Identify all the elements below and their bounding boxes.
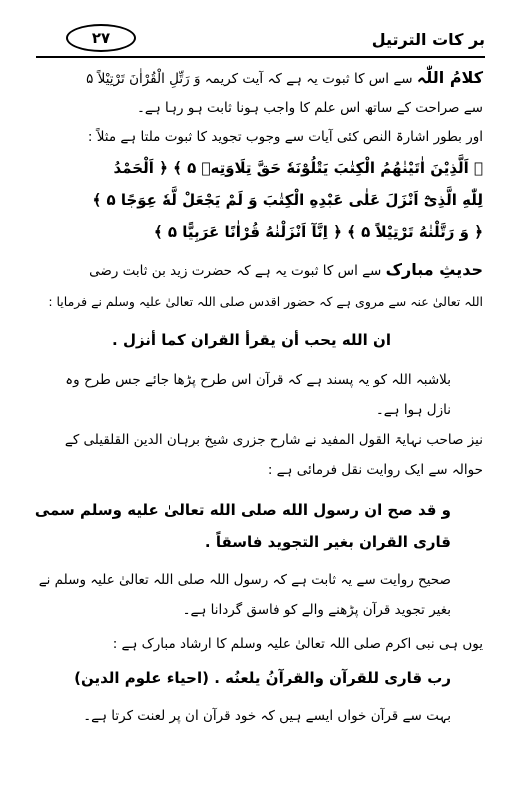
body-line-13: حوالہ سے ایک روایت نقل فرمائی ہے : [267,462,483,478]
body-line-8: اللہ تعالیٰ عنہ سے مروی ہے کہ حضور اقدس صلی اللہ تعالیٰ علیہ وسلم نے فرمایا : [48,294,483,309]
quran-verse-line-2: لِلّٰهِ الَّذِیْٓ اَنْزَلَ عَلٰى عَبْدِهِ الْكِتٰبَ وَ لَمْ یَجْعَلْ لَّهٗ عِوَجًا ۵ ﴾ [92,191,483,209]
hadith-arabic-3: قاری القران بغیر التجوید فاسقاً . [204,533,451,551]
hadith-arabic-2: و قد صح ان رسول الله صلى الله تعالیٰ علیه وسلم سمی [34,501,451,519]
line-text: سے اس کا ثبوت یہ ہے کہ حضرت زید بن ثابت رضی [89,263,386,279]
body-line-18: یوں ہی نبی اکرم صلی اللہ تعالیٰ علیہ وسلم کا ارشاد مبارک ہے : [112,636,483,652]
header-rule [36,56,485,58]
body-line-17: بغیر تجوید قرآن پڑھنے والے کو فاسق گردانا ہے۔ [182,602,451,618]
body-line-1 [86,68,483,89]
body-line-7 [89,260,483,281]
line-text: سے اس کا ثبوت یہ ہے کہ آیت کریمہ وَ رَتِّلِ الْقُرْاٰنَ تَرْتِیْلاً ۵ [86,71,417,87]
body-line-20: بہت سے قرآن خواں ایسے ہیں کہ خود قرآن ان پر لعنت کرتا ہے۔ [83,708,451,724]
body-line-16: صحیح روایت سے یہ ثابت ہے کہ رسول اللہ صلی اللہ تعالیٰ علیہ وسلم نے [38,572,451,588]
body-line-11: نازل ہوا ہے۔ [375,402,451,418]
body-line-10: بلاشبہ اللہ کو یہ پسند ہے کہ قرآن اس طرح پڑھا جائے جس طرح وہ [65,372,451,388]
page-header [36,22,485,62]
book-title: بر کات الترتیل [371,30,485,49]
body-line-2: سے صراحت کے ساتھ اس علم کا واجب ہونا ثابت ہو رہا ہے۔ [137,100,483,116]
kalam-allah-heading: کلامُ اللّٰہ [416,68,483,87]
quran-verse-line-3: ﴿ وَ رَتَّلْنٰهُ تَرْتِیْلاً ۵ ﴾ ﴿ اِنَّآ اَنْزَلْنٰهُ قُرْاٰنًا عَرَبِیًّا ۵ ﴾ [153,223,483,241]
hadith-arabic-1: ان الله یحب أن یقرأ القران كما أنزل . [112,331,391,349]
body-line-12: نیز صاحب نہایۃ القول المفید نے شارح جزری شیخ برہان الدین القلقیلی کے [64,432,483,448]
quran-verse-line-1: ﴿ اَلَّذِیْنَ اٰتَیْنٰهُمُ الْكِتٰبَ یَتْلُوْنَهٗ حَقَّ تِلَاوَتِهٖ ۵ ﴾ ﴿ اَلْحَمْدُ [113,159,483,177]
hadith-arabic-4: رب قاری للقرآن والقرآنُ یلعنُه . (احیاء علوم الدین) [74,669,451,687]
page-number-oval: ۲۷ [66,24,136,52]
hadith-heading: حدیثِ مبارک [385,260,483,279]
body-line-3: اور بطور اشارۃ النص کئی آیات سے وجوب تجوید کا ثبوت ملتا ہے مثلاً : [87,129,483,145]
